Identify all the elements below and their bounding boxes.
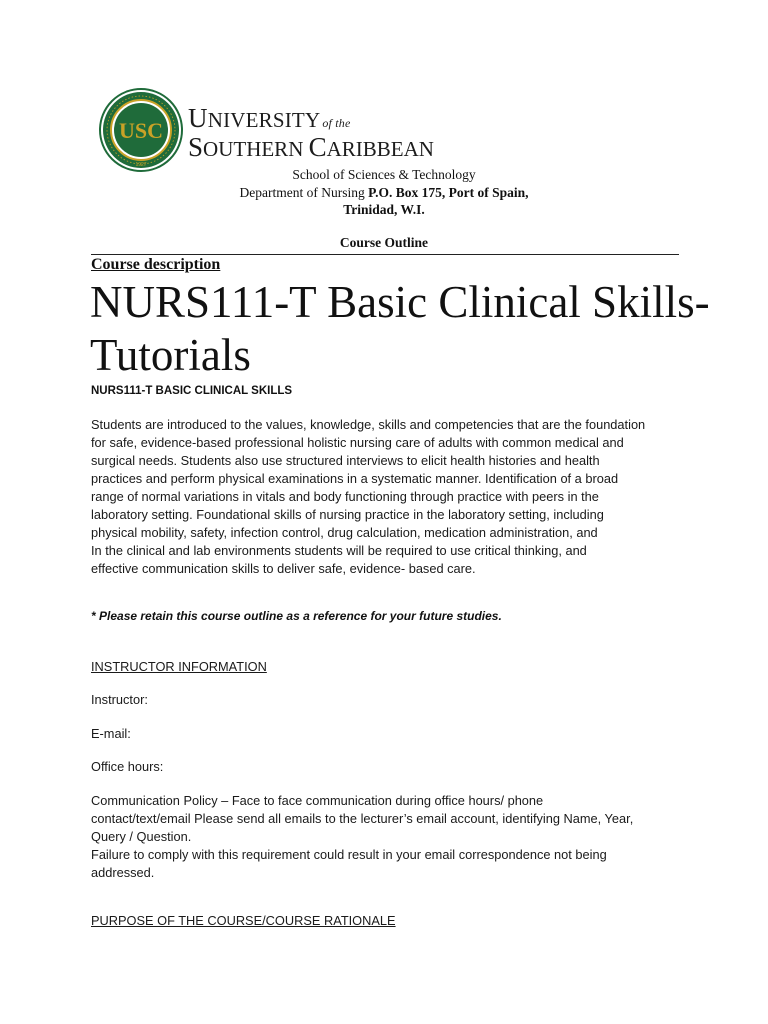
logo-monogram: USC xyxy=(118,118,164,143)
retain-outline-note: * Please retain this course outline as a reference for your future studies. xyxy=(91,609,502,623)
instructor-label: Instructor: xyxy=(91,692,148,707)
course-description-text: Students are introduced to the values, knowledge, skills and competencies that are the foundation for safe, evidence-based professional holistic nursing care of adults with common medical and surgical needs. Students also use structured interviews to elicit health histories and health practices and perform physical examinations in a systematic manner. Identification of a broad range of normal variations in vitals and body functioning through practice with peers in the laboratory setting. Foundational skills of nursing practice in the laboratory setting, including physical mobility, safety, infection control, drug calculation, medication administration, and In the clinical and lab environments students will be required to use critical thinking, and effective communication skills to deliver safe, evidence- based care. xyxy=(91,417,646,576)
university-seal-logo xyxy=(99,88,183,172)
course-description-label: Course description xyxy=(91,256,221,273)
department-address-line2: Trinidad, W.I. xyxy=(343,202,425,217)
course-title: NURS111-T Basic Clinical Skills-Tutorials xyxy=(90,277,710,380)
header-divider xyxy=(91,254,679,255)
department-address: Department of Nursing P.O. Box 175, Port of Spain, xyxy=(239,185,529,200)
communication-policy: Communication Policy – Face to face communication during office hours/ phone contact/text/email Please send all emails to the lecturer’s email account, identifying Name, Year, Query / Question. Failure to comply with this requirement could result in your email correspondence not being addressed. xyxy=(91,793,634,880)
university-name: UNIVERSITY of the SOUTHERN CARIBBEAN xyxy=(188,103,434,162)
instructor-information-heading: INSTRUCTOR INFORMATION xyxy=(91,659,267,674)
course-outline-title: Course Outline xyxy=(339,235,429,250)
office-hours-label: Office hours: xyxy=(91,759,164,774)
purpose-heading: PURPOSE OF THE COURSE/COURSE RATIONALE xyxy=(91,913,396,928)
logo-year: 1927 xyxy=(135,162,147,168)
school-name: School of Sciences & Technology xyxy=(292,167,476,182)
course-subtitle: NURS111-T BASIC CLINICAL SKILLS xyxy=(91,385,293,397)
email-label: E-mail: xyxy=(91,726,131,741)
